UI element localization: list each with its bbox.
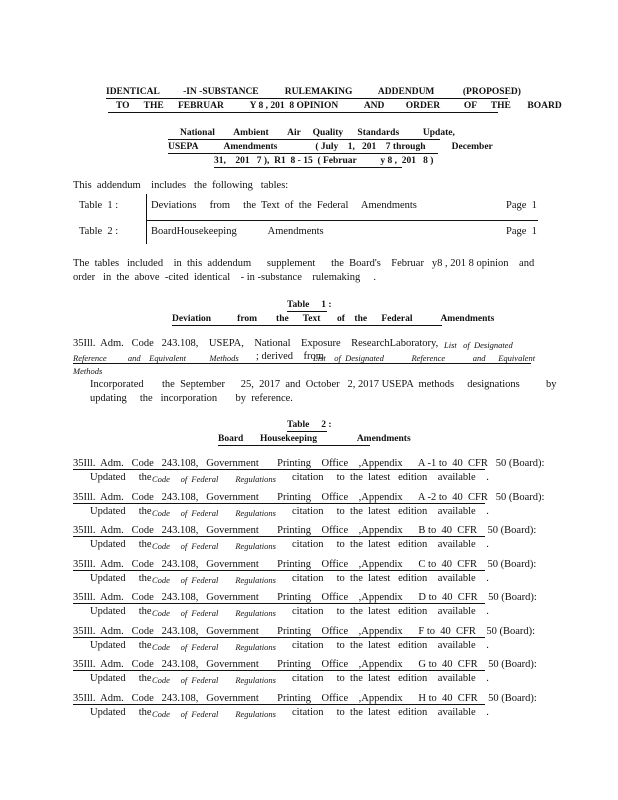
table2-row-underline — [73, 570, 485, 571]
table2-row-updated-label: Updated the — [90, 506, 152, 517]
toc-title-2: BoardHousekeeping Amendments — [151, 226, 324, 237]
table2-row-updated-label: Updated the — [90, 573, 152, 584]
table2-row-updated-text: citation to the latest edition available . — [292, 673, 489, 684]
table2-row-citation: 35Ill. Adm. Code 243.108, Government Printing Office ,Appendix C to 40 CFR 50 (Board): — [73, 559, 537, 570]
toc-divider — [146, 194, 147, 244]
table1-entry-italic-4: Methods — [73, 366, 103, 376]
toc-title-1: Deviations from the Text of the Federal Amendments — [151, 200, 417, 211]
table1-title-underline — [287, 311, 327, 312]
subheader-line-2: USEPA Amendments ( July 1, 201 7 through December — [168, 142, 493, 152]
table2-row-underline — [73, 637, 485, 638]
subheader-underline-1 — [168, 139, 440, 140]
table2-row-cfr-italic: Code of Federal Regulations — [152, 642, 276, 652]
table2-row-cfr-italic: Code of Federal Regulations — [152, 709, 276, 719]
table1-entry-main: 35Ill. Adm. Code 243.108, USEPA, National Exposure ResearchLaboratory, — [73, 338, 439, 349]
table1-entry-underline — [73, 363, 531, 364]
table2-row-updated-label: Updated the — [90, 640, 152, 651]
paragraph-line-2: order in the above -cited identical - in -substance rulemaking . — [73, 272, 376, 283]
subheader-underline-3 — [214, 167, 402, 168]
table2-row-cfr-italic: Code of Federal Regulations — [152, 675, 276, 685]
table2-row-underline — [73, 603, 485, 604]
subheader-line-1: National Ambient Air Quality Standards Update, — [180, 128, 455, 138]
header-underline-2 — [108, 112, 498, 113]
table2-row-updated-label: Updated the — [90, 707, 152, 718]
toc-page-1: Page 1 — [506, 200, 537, 211]
table2-row-citation: 35Ill. Adm. Code 243.108, Government Printing Office ,Appendix A -1 to 40 CFR 50 (Board): — [73, 458, 545, 469]
subheader-line-3: 31, 201 7 ), R1 8 - 15 ( Februar y 8 , 201 8 ) — [214, 156, 434, 166]
table1-title: Table 1 : — [287, 300, 332, 310]
table1-entry-italic-1: List of Designated — [444, 340, 513, 350]
table2-row-cfr-italic: Code of Federal Regulations — [152, 474, 276, 484]
intro-text: This addendum includes the following tables: — [73, 180, 289, 191]
table2-row-citation: 35Ill. Adm. Code 243.108, Government Printing Office ,Appendix F to 40 CFR 50 (Board): — [73, 626, 536, 637]
table2-row-updated-text: citation to the latest edition available . — [292, 539, 489, 550]
table2-row-updated-label: Updated the — [90, 673, 152, 684]
table2-row-cfr-italic: Code of Federal Regulations — [152, 508, 276, 518]
table2-row-updated-label: Updated the — [90, 606, 152, 617]
table2-row-underline — [73, 469, 485, 470]
table2-title: Table 2 : — [287, 420, 332, 430]
table2-row-cfr-italic: Code of Federal Regulations — [152, 608, 276, 618]
table2-row-updated-text: citation to the latest edition available . — [292, 573, 489, 584]
paragraph-line-1: The tables included in this addendum supplement the Board's Februar y8 , 201 8 opinion and — [73, 258, 535, 269]
table1-desc-line-1: Incorporated the September 25, 2017 and October 2, 2017 USEPA methods designations by — [90, 379, 557, 390]
table2-row-underline — [73, 670, 485, 671]
table1-entry-italic-2: Reference and Equivalent Methods — [73, 353, 239, 363]
table2-title-underline — [287, 431, 327, 432]
header-line-2: TO THE FEBRUAR Y 8 , 201 8 OPINION AND ORDER OF THE BOARD — [116, 101, 562, 111]
table2-row-citation: 35Ill. Adm. Code 243.108, Government Printing Office ,Appendix D to 40 CFR 50 (Board): — [73, 592, 537, 603]
table1-entry-italic-3: List of Designated Reference and Equivalent — [313, 353, 536, 363]
table1-subtitle-underline — [172, 325, 442, 326]
table2-row-updated-text: citation to the latest edition available . — [292, 506, 489, 517]
table2-subtitle: Board Housekeeping Amendments — [218, 434, 411, 444]
toc-page-2: Page 1 — [506, 226, 537, 237]
table1-entry-mid: ; derived from — [256, 351, 324, 362]
header-underline-1 — [106, 98, 508, 99]
table2-row-updated-label: Updated the — [90, 472, 152, 483]
table2-row-updated-text: citation to the latest edition available . — [292, 707, 489, 718]
table2-subtitle-underline — [218, 445, 370, 446]
toc-row-separator — [146, 220, 538, 221]
toc-label-2: Table 2 : — [79, 226, 119, 237]
table2-row-underline — [73, 503, 485, 504]
table2-row-underline — [73, 536, 485, 537]
table2-row-underline — [73, 704, 485, 705]
table2-row-updated-text: citation to the latest edition available . — [292, 472, 489, 483]
table2-row-updated-text: citation to the latest edition available . — [292, 640, 489, 651]
table2-row-citation: 35Ill. Adm. Code 243.108, Government Printing Office ,Appendix B to 40 CFR 50 (Board): — [73, 525, 537, 536]
table2-row-cfr-italic: Code of Federal Regulations — [152, 541, 276, 551]
table2-row-cfr-italic: Code of Federal Regulations — [152, 575, 276, 585]
header-line-1: IDENTICAL -IN -SUBSTANCE RULEMAKING ADDENDUM (PROPOSED) — [106, 87, 521, 97]
table2-row-citation: 35Ill. Adm. Code 243.108, Government Printing Office ,Appendix H to 40 CFR 50 (Board): — [73, 693, 537, 704]
table1-subtitle: Deviation from the Text of the Federal Amendments — [172, 314, 495, 324]
table2-row-citation: 35Ill. Adm. Code 243.108, Government Printing Office ,Appendix G to 40 CFR 50 (Board): — [73, 659, 537, 670]
table2-row-updated-label: Updated the — [90, 539, 152, 550]
toc-label-1: Table 1 : — [79, 200, 119, 211]
table2-row-updated-text: citation to the latest edition available . — [292, 606, 489, 617]
table2-row-citation: 35Ill. Adm. Code 243.108, Government Printing Office ,Appendix A -2 to 40 CFR 50 (Board): — [73, 492, 545, 503]
subheader-underline-2 — [168, 153, 438, 154]
table1-desc-line-2: updating the incorporation by reference. — [90, 393, 293, 404]
